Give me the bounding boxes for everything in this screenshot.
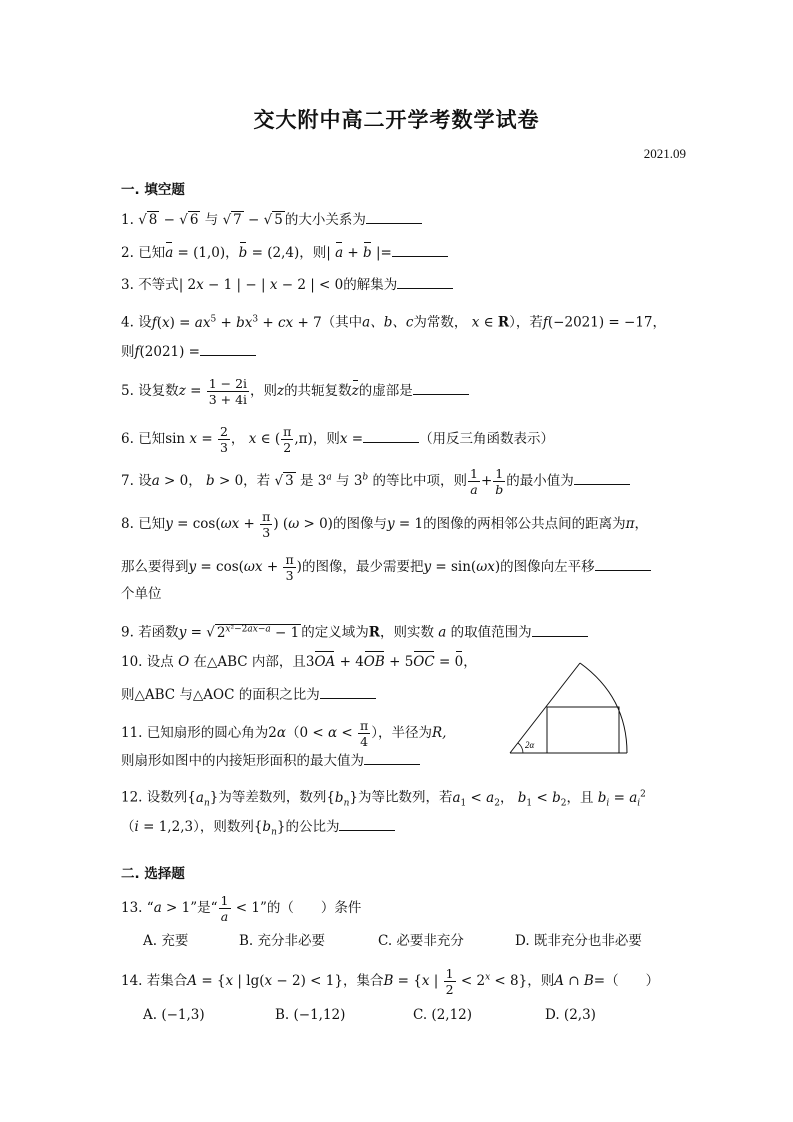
question-text: 已知扇形的圆心角为 — [146, 725, 269, 741]
answer-blank[interactable] — [532, 622, 588, 637]
question-12-line-2 — [121, 816, 395, 843]
question-6: 6. 已知sin x = $\frac{2}{3}$ ， x ∈ ( $\frac{\pi}{2}$ ,π)，则x = （用反三角函数表示） — [121, 424, 555, 455]
math-expression: $\{b_n\}$ — [326, 789, 358, 809]
math-expression: a = (1,0) — [165, 245, 226, 261]
question-4 — [121, 309, 666, 333]
answer-blank[interactable] — [339, 816, 395, 831]
answer-blank[interactable] — [320, 684, 376, 699]
question-13 — [121, 893, 361, 924]
question-text: 则扇形如图中的内接矩形面积的最大值为 — [121, 753, 364, 769]
question-number: 4. — [121, 314, 134, 331]
question-text: 则 — [121, 344, 135, 360]
question-text: 是 — [299, 473, 314, 489]
question-text: = — [380, 245, 392, 261]
question-text: ，集合 — [342, 973, 384, 989]
exam-date: 2021.09 — [643, 146, 686, 161]
question-number: 12. — [121, 789, 143, 806]
question-text: （其中 — [321, 314, 363, 331]
question-text: 为常数， — [413, 314, 468, 331]
question-8-line-3: 个单位 — [121, 586, 162, 602]
math-expression: | 2x − 1 | − | x − 2 | < 0 — [178, 277, 344, 293]
answer-blank[interactable] — [392, 242, 448, 257]
question-text: 的图像的两相邻公共点间的距离为 — [423, 516, 626, 532]
question-text: 的虚部是 — [358, 383, 413, 399]
math-expression: f(2021) = — [134, 344, 200, 360]
question-10-line-2 — [121, 684, 376, 705]
question-text: 的大小关系为 — [284, 212, 366, 228]
question-text: 的最小值为 — [506, 473, 574, 489]
section-multiple-choice: 二. 选择题 — [121, 866, 185, 882]
question-number: 14. — [121, 973, 143, 989]
question-number: 9. — [121, 624, 134, 641]
math-expression: （i = 1,2,3） — [121, 819, 200, 835]
question-text: 则△ABC 与△AOC 的面积之比为 — [121, 687, 320, 703]
question-number: 6. — [121, 431, 134, 447]
question-text: ， — [225, 245, 239, 261]
math-expression: $\frac{1}{a}$ + $\frac{1}{b}$ — [469, 466, 504, 497]
question-text: 设 — [138, 314, 152, 331]
question-9: 9. 若函数y = √ $2^{x^2-2ax-a} - 1$ 的定义域为R，则实数 a 的取值范围为 — [121, 619, 588, 643]
section-fill-in: 一. 填空题 — [121, 182, 185, 198]
question-12 — [121, 784, 646, 813]
question-number: 3. — [121, 277, 134, 293]
question-text: =（ ） — [593, 973, 660, 989]
math-expression: z = $\frac{1 - 2i}{3 + 4i}$ — [178, 376, 248, 407]
question-text: 为等比数列，若 — [357, 789, 453, 806]
question-text: ），半径为 — [371, 725, 432, 741]
sector-radius-line — [510, 663, 580, 753]
question-text: a、b、c — [362, 314, 414, 331]
question-11-line-2 — [121, 750, 420, 771]
math-expression: | a + b | — [326, 245, 381, 261]
math-expression: b = (2,4) — [238, 245, 300, 261]
question-text: ，则实数 — [379, 624, 434, 641]
math-expression: A ∩ B — [554, 973, 594, 989]
math-expression: $\frac{1}{a}$ < 1 — [220, 893, 260, 924]
question-7: 7. 设a > 0， b > 0，若 √ 3 是 3$^a$ 与 3$^b$ 的等比中项，则 $\frac{1}{a}$ + $\frac{1}{b}$ 的最小值为 — [121, 466, 630, 497]
question-number: 5. — [121, 383, 134, 399]
question-text: 的取值范围为 — [450, 624, 532, 641]
inscribed-rectangle — [547, 707, 619, 753]
option-d[interactable]: D. 既非充分也非必要 — [515, 933, 642, 949]
question-text: 设 — [138, 473, 152, 489]
question-text: 不等式 — [138, 277, 179, 293]
answer-blank[interactable] — [200, 341, 256, 356]
question-text: ”的（ ）条件 — [259, 900, 362, 916]
math-expression: y = cos(ωx + $\frac{\pi}{3}$ ) — [188, 552, 302, 583]
question-text: “ — [146, 900, 154, 916]
question-text: 已知 — [138, 516, 166, 532]
option-b[interactable]: B. 充分非必要 — [239, 933, 326, 949]
question-10: 10. 设点 O 在△ABC 内部，且3OA + 4OB + 5OC = 0， — [121, 654, 477, 670]
question-text: ，则数列 — [199, 819, 254, 835]
math-expression: f(−2021) = −17， — [542, 314, 666, 331]
question-text: ，则 — [312, 431, 340, 447]
question-text: 的等比中项，则 — [372, 473, 467, 489]
question-text: R, — [431, 725, 447, 741]
question-note: （用反三角函数表示） — [419, 431, 555, 447]
question-5: 5. 设复数z = $\frac{1 - 2i}{3 + 4i}$ ，则z的共轭复数z的虚部是 — [121, 376, 469, 407]
angle-arc — [518, 743, 523, 753]
question-text: 设点 — [146, 654, 174, 670]
angle-label: 2α — [525, 740, 535, 750]
question-8-line-2 — [121, 552, 651, 583]
question-text: 的图像与 — [332, 516, 387, 532]
question-text: 的共轭复数 — [284, 383, 352, 399]
question-number: 13. — [121, 900, 143, 916]
sector-arc — [580, 663, 627, 753]
math-expression: 3OA + 4OB + 5OC = 0， — [305, 654, 477, 670]
question-text: 的图像向左平移 — [500, 559, 595, 575]
option-a[interactable]: A. 充要 — [143, 933, 189, 949]
math-expression: y = 1 — [386, 516, 424, 532]
math-expression: B = {x | $\frac{1}{2}$ < $2^x < 8$} — [383, 966, 528, 997]
option-b[interactable]: B. (−1,12) — [275, 1007, 346, 1023]
question-text: 设复数 — [138, 383, 179, 399]
question-3 — [121, 274, 453, 295]
math-expression: 0 < α < $\frac{\pi}{4}$ — [299, 718, 369, 749]
option-c[interactable]: C. 必要非充分 — [378, 933, 464, 949]
question-number: 7. — [121, 473, 134, 489]
answer-blank[interactable] — [363, 428, 419, 443]
question-text: 那么要得到 — [121, 559, 189, 575]
question-text: 若集合 — [146, 973, 188, 989]
question-text: ，则 — [250, 383, 278, 399]
answer-blank[interactable] — [413, 380, 469, 395]
question-11: 11. 已知扇形的圆心角为2α（0 < α < $\frac{\pi}{4}$ ），半径为R, — [121, 718, 447, 749]
option-c[interactable]: C. (2,12) — [413, 1007, 473, 1023]
question-number: 10. — [121, 654, 143, 670]
question-text: 设数列 — [146, 789, 188, 806]
question-text: （ — [286, 725, 300, 741]
option-d[interactable]: D. (2,3) — [545, 1007, 596, 1023]
math-expression: $a_1 < a_2$， $b_1 < b_2$，且 $b_i = a_i^2$ — [452, 789, 646, 809]
math-expression: a > 1 — [153, 900, 191, 916]
math-expression: A = {x | lg(x − 2) < 1} — [187, 973, 343, 989]
math-expression: $\{a_n\}$ — [187, 789, 219, 809]
math-expression: y = cos(ωx + $\frac{\pi}{3}$ ) (ω > 0) — [165, 509, 333, 540]
question-number: 11. — [121, 725, 143, 741]
math-expression: y = √ $2^{x^2-2ax-a} - 1$ — [178, 624, 300, 641]
question-8: 8. 已知y = cos(ωx + $\frac{\pi}{3}$ ) (ω > 0)的图像与y = 1的图像的两相邻公共点间的距离为π， — [121, 509, 648, 540]
question-number: 2. — [121, 245, 134, 261]
question-text: 的定义域为 — [301, 624, 369, 641]
question-text: 已知 — [138, 431, 166, 447]
answer-blank[interactable] — [574, 470, 630, 485]
question-text: 与 — [336, 473, 350, 489]
question-text: 的公比为 — [285, 819, 340, 835]
page-title: 交大附中高二开学考数学试卷 — [253, 108, 540, 132]
answer-blank[interactable] — [364, 750, 420, 765]
answer-blank[interactable] — [595, 556, 651, 571]
question-text: ，则 — [527, 973, 555, 989]
question-text: 已知 — [138, 245, 166, 261]
question-text: 在△ABC 内部，且 — [193, 654, 306, 670]
question-1 — [121, 209, 422, 230]
question-text: ），若 — [509, 314, 543, 331]
math-expression: sin x = $\frac{2}{3}$ ， x ∈ ( $\frac{\pi}{2}$ ,π) — [165, 424, 313, 455]
answer-blank[interactable] — [366, 209, 422, 224]
question-text: ”是“ — [190, 900, 218, 916]
question-number: 8. — [121, 516, 134, 532]
answer-blank[interactable] — [397, 274, 453, 289]
math-expression: x ∈ R — [471, 314, 510, 331]
question-text: 为等差数列，数列 — [218, 789, 327, 806]
math-expression: $f(x) = ax^5 + bx^3$ + cx + 7 — [151, 314, 322, 331]
question-2 — [121, 242, 448, 263]
math-expression: a > 0， b > 0，若 √ 3 — [151, 473, 294, 489]
sector-figure — [505, 655, 635, 757]
question-14 — [121, 966, 659, 997]
question-text: 若函数 — [138, 624, 179, 641]
question-text: 的图像，最少需要把 — [301, 559, 424, 575]
question-4-line-2 — [121, 341, 256, 362]
question-number: 1. — [121, 212, 134, 228]
question-text: R — [368, 624, 380, 641]
question-text: ，则 — [299, 245, 327, 261]
math-expression: y = sin(ωx) — [423, 559, 501, 575]
math-expression: $\{b_n\}$ — [253, 819, 286, 838]
math-expression: √ 8 − √ 6 与 √ 7 − √ 5 — [138, 212, 283, 228]
question-text: 的解集为 — [343, 277, 398, 293]
option-a[interactable]: A. (−1,3) — [143, 1007, 205, 1023]
